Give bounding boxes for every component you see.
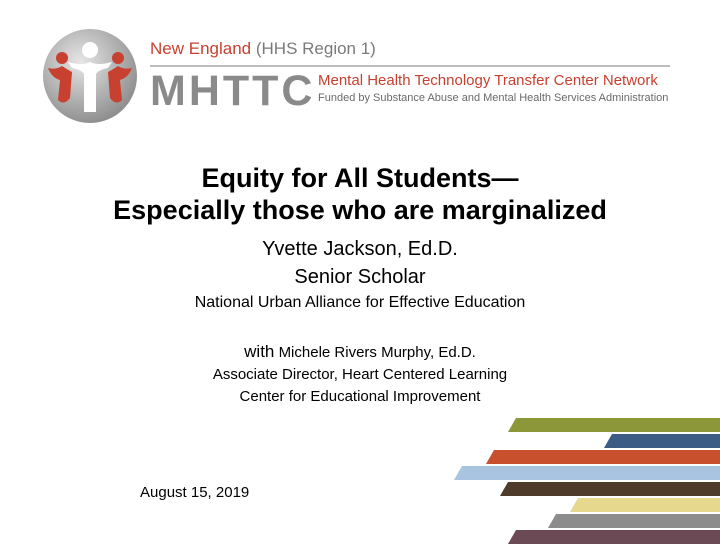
- presentation-date: August 15, 2019: [140, 484, 250, 501]
- network-name: Mental Health Technology Transfer Center Network: [318, 72, 658, 89]
- stripe-1: [508, 418, 720, 432]
- stripe-7: [548, 514, 720, 528]
- region-name: New England: [150, 39, 252, 58]
- co-presenter-line: [0, 342, 720, 362]
- slide-title-line1: Equity for All Students—: [201, 163, 519, 193]
- presenter-name: Yvette Jackson, Ed.D.: [262, 238, 458, 260]
- co-presenter-role: Associate Director, Heart Centered Learning: [212, 366, 508, 383]
- mhttc-wordmark: MHTTC: [150, 67, 316, 115]
- co-presenter-org: Center for Educational Improvement: [239, 388, 481, 405]
- funded-by-text: Funded by Substance Abuse and Mental Health Services Administration: [318, 92, 669, 104]
- stripe-3: [486, 450, 720, 464]
- slide-title-line2: Especially those who are marginalized: [113, 195, 607, 225]
- stripe-8: [508, 530, 720, 544]
- region-detail: (HHS Region 1): [255, 39, 376, 58]
- with-word: with: [244, 342, 275, 361]
- stripe-5: [500, 482, 720, 496]
- presenter-role: Senior Scholar: [294, 266, 426, 288]
- stripe-4: [454, 466, 720, 480]
- co-presenter-name: Michele Rivers Murphy, Ed.D.: [278, 344, 476, 361]
- stripe-2: [604, 434, 720, 448]
- region-heading: [150, 39, 376, 59]
- presenter-org: National Urban Alliance for Effective Education: [194, 294, 526, 311]
- stripe-6: [570, 498, 720, 512]
- mhttc-logo-icon: [42, 28, 138, 124]
